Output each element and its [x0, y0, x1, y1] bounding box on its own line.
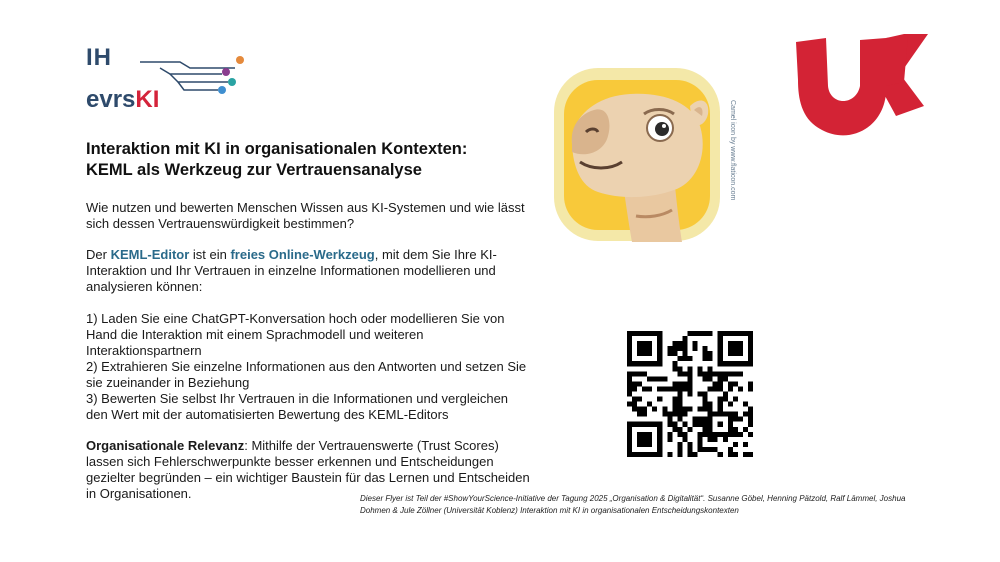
logo-dot-purple-icon: [222, 68, 230, 76]
step-item-3: 3) Bewerten Sie selbst Ihr Vertrauen in die Informationen und vergleichen den Wert mit der automatisierten Bewertung des KEML-Editors: [86, 391, 509, 422]
steps-list: [86, 311, 532, 423]
relevance-paragraph: Organisationale Relevanz: Mithilfe der Vertrauenswerte (Trust Scores) lassen sich Fehlerschwerpunkte besser erkennen und Entscheidungen gezielter begründen – ein wichtiger Baustein für das Lernen und Entscheiden in Organisationen.: [86, 438, 530, 501]
relevance-label: Organisationale Relevanz: [86, 438, 245, 453]
online-tool-link[interactable]: freies Online-Werkzeug: [230, 247, 375, 262]
editor-paragraph: Der KEML-Editor ist ein freies Online-Werkzeug, mit dem Sie Ihre KI-Interaktion und Ihr Vertrauen in einzelne Informationen modellieren und analysieren können:: [86, 247, 497, 294]
step-item-2: 2) Extrahieren Sie einzelne Informationen aus den Antworten und setzen Sie sie zueinander in Beziehung: [86, 359, 527, 390]
intro-paragraph: Wie nutzen und bewerten Menschen Wissen aus KI-Systemen und wie lässt sich dessen Vertrauenswürdigkeit bestimmen?: [86, 200, 525, 231]
step-item-1: 1) Laden Sie eine ChatGPT-Konversation hoch oder modellieren Sie von Hand die Interaktion mit einem Sprachmodell und weiteren Interaktionspartnern: [86, 311, 505, 358]
page-title: Interaktion mit KI in organisationalen Kontexten: KEML als Werkzeug zur Vertrauensanalyse: [86, 140, 468, 179]
camel-credit: Camel icon by www.flaticon.com: [729, 100, 736, 201]
logo-evrski-text: evrsKI: [86, 86, 160, 113]
logo-dot-teal-icon: [228, 78, 236, 86]
keml-editor-link[interactable]: KEML-Editor: [110, 247, 190, 262]
logo-dot-blue-icon: [218, 86, 226, 94]
logo-ih-text: IH: [86, 44, 112, 71]
uk-university-logo: [796, 34, 928, 142]
footer-note: Dieser Flyer ist Teil der #ShowYourScience-Initiative der Tagung 2025 „Organisation & Digitalität“. Susanne Göbel, Henning Pätzold, Ralf Lämmel, Joshua Dohmen & Jule Zöllner (Universität Koblenz) Interaktion mit KI in organisationalen Entscheidungskontexten: [360, 494, 906, 515]
logo-dot-orange-icon: [236, 56, 244, 64]
camel-icon: [552, 66, 722, 243]
qr-code[interactable]: [627, 331, 753, 457]
